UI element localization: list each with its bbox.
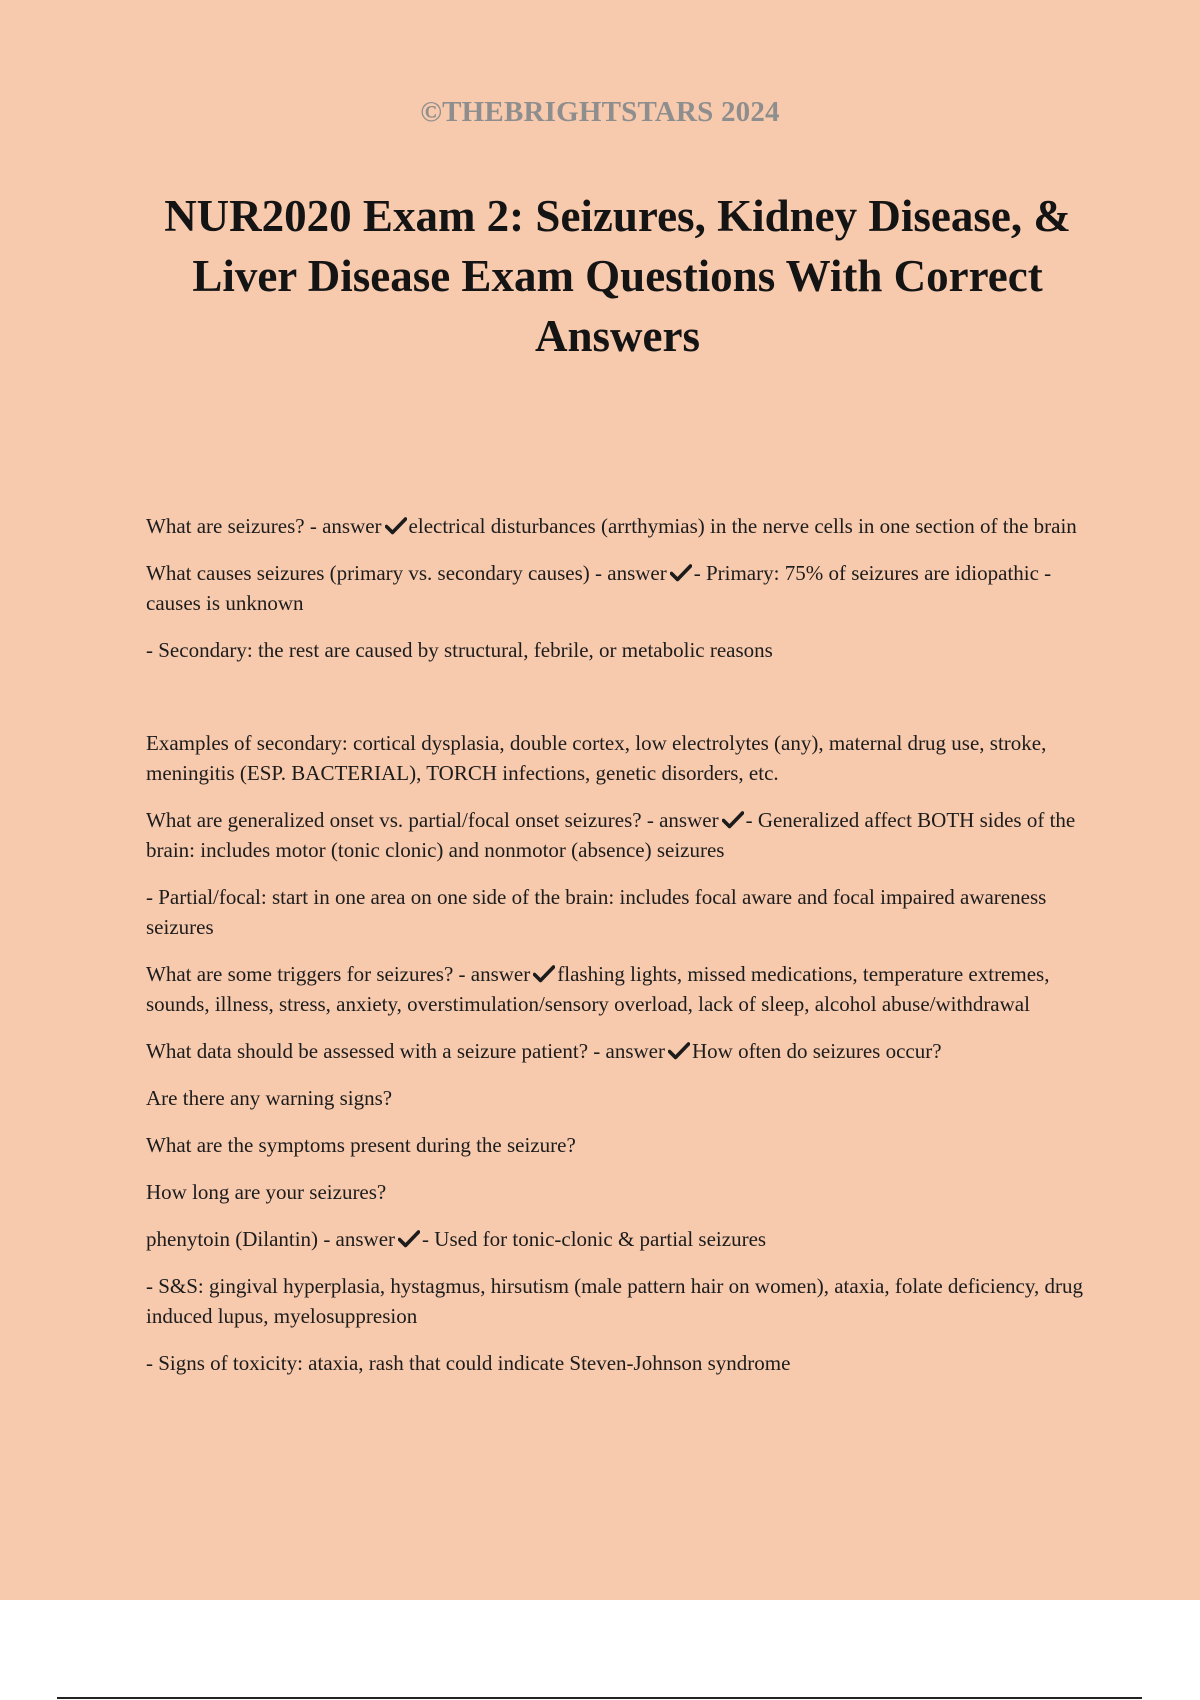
answer-continuation: - S&S: gingival hyperplasia, hystagmus, hirsutism (male pattern hair on women), ataxia, folate deficiency, drug induced lupus, myelosuppresion bbox=[146, 1274, 1083, 1328]
checkmark-icon bbox=[668, 1042, 690, 1060]
qa-item bbox=[146, 959, 1096, 1019]
checkmark-icon bbox=[398, 1230, 420, 1248]
answer-marker: - answer bbox=[595, 561, 667, 585]
question-text: What causes seizures (primary vs. secondary causes) bbox=[146, 561, 590, 585]
answer-continuation: What are the symptoms present during the seizure? bbox=[146, 1133, 576, 1157]
answer-marker: - answer bbox=[593, 1039, 665, 1063]
question-text: What are seizures? bbox=[146, 514, 305, 538]
answer-text: - Used for tonic-clonic & partial seizures bbox=[422, 1227, 767, 1251]
qa-item bbox=[146, 511, 1096, 541]
question-text: What data should be assessed with a seizure patient? bbox=[146, 1039, 589, 1063]
answer-continuation: Are there any warning signs? bbox=[146, 1086, 393, 1110]
checkmark-icon bbox=[533, 965, 555, 983]
answer-continuation: - Secondary: the rest are caused by structural, febrile, or metabolic reasons bbox=[146, 638, 773, 662]
answer-marker: - answer bbox=[323, 1227, 396, 1251]
qa-item bbox=[146, 558, 1096, 618]
copyright-watermark: ©THEBRIGHTSTARS 2024 bbox=[420, 96, 780, 128]
question-text: What are some triggers for seizures? bbox=[146, 962, 454, 986]
answer-text: - Generalized affect BOTH sides of the brain: includes motor (tonic clonic) and nonmotor (absence) seizures bbox=[146, 808, 1076, 862]
answer-continuation: How long are your seizures? bbox=[146, 1180, 387, 1204]
answer-continuation: - Partial/focal: start in one area on one side of the brain: includes focal aware and focal impaired awareness seizures bbox=[146, 885, 1047, 939]
answer-continuation: Examples of secondary: cortical dysplasia, double cortex, low electrolytes (any), maternal drug use, stroke, meningitis (ESP. BACTERIAL), TORCH infections, genetic disorders, etc. bbox=[146, 731, 1047, 785]
answer-marker: - answer bbox=[458, 962, 531, 986]
qa-item bbox=[146, 1224, 1096, 1254]
footer-divider bbox=[57, 1697, 1142, 1699]
answer-text: flashing lights, missed medications, temperature extremes, sounds, illness, stress, anxiety, overstimulation/sensory overload, lack of sleep, alcohol abuse/withdrawal bbox=[146, 962, 1050, 1016]
checkmark-icon bbox=[385, 517, 407, 535]
answer-text: electrical disturbances (arrthymias) in the nerve cells in one section of the brain bbox=[408, 514, 1077, 538]
question-text: phenytoin (Dilantin) bbox=[146, 1227, 319, 1251]
answer-continuation: - Signs of toxicity: ataxia, rash that could indicate Steven-Johnson syndrome bbox=[146, 1351, 791, 1375]
answer-marker: - answer bbox=[646, 808, 719, 832]
document-title: NUR2020 Exam 2: Seizures, Kidney Disease, & Liver Disease Exam Questions With Correct Answers bbox=[164, 191, 1071, 361]
qa-item bbox=[146, 1036, 1096, 1066]
answer-text: How often do seizures occur? bbox=[691, 1039, 942, 1063]
answer-text: - Primary: 75% of seizures are idiopathic - causes is unknown bbox=[146, 561, 1052, 615]
answer-marker: - answer bbox=[309, 514, 382, 538]
qa-content bbox=[146, 511, 1096, 1395]
checkmark-icon bbox=[670, 564, 692, 582]
question-text: What are generalized onset vs. partial/focal onset seizures? bbox=[146, 808, 642, 832]
checkmark-icon bbox=[722, 811, 744, 829]
qa-item bbox=[146, 805, 1096, 865]
